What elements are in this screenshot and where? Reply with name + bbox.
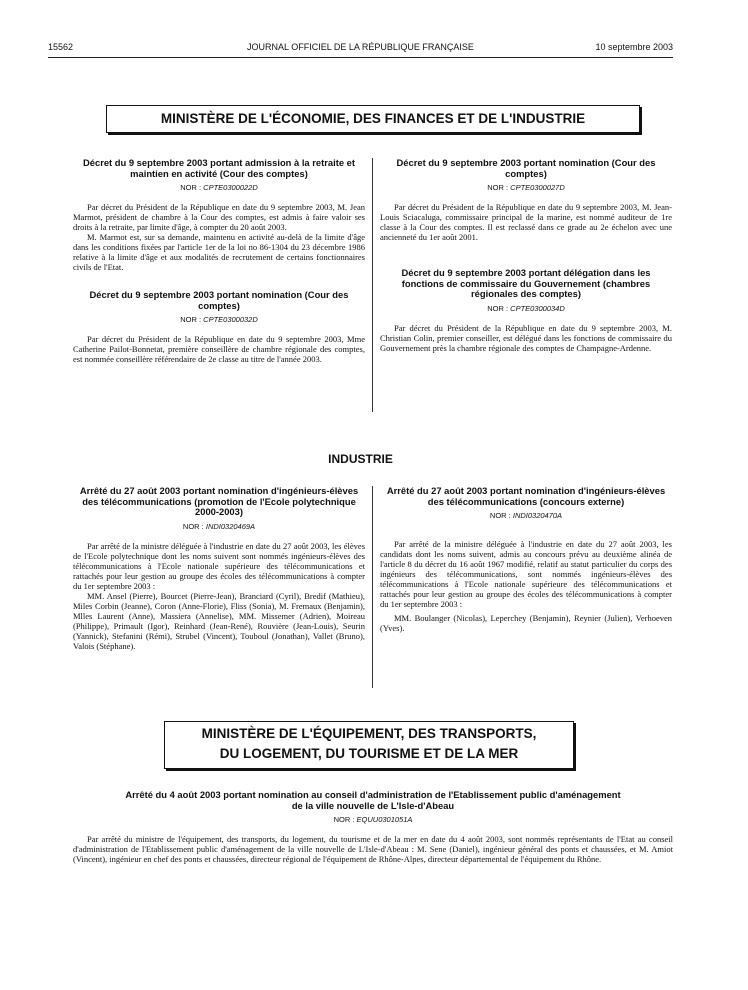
decree-title: Décret du 9 septembre 2003 portant admission à la retraite et maintien en activité (Cour des comptes)	[83, 157, 355, 179]
arrete-names: MM. Ansel (Pierre), Bourcet (Pierre-Jean), Branciard (Cyril), Bredif (Mathieu), Miles Corbin (Jeanne), Coron (Anne-Florie), Fliss (Sonia), M. Fremaux (Benjamin), Mlles Laurent (Anne), Massiera (Annelise), MM. Missemer (Adrien), Moireau (Philippe), Primault (Igor), Reinhard (Jean-René), Rouvière (Jean-Louis), Seurin (Yannick), Stefanini (Rémi), Strubel (Vincent), Touboul (Jonathan), Vallet (Bruno), Valois (Stéphane).	[73, 590, 365, 651]
nor-reference: NOR : CPTE0300034D	[487, 303, 565, 313]
column-separator	[372, 158, 373, 412]
decree-delegation-colin	[380, 268, 672, 353]
nor-reference: NOR : INDI0320470A	[489, 511, 563, 520]
arrete-names: MM. Boulanger (Nicolas), Leperchey (Benjamin), Reynier (Julien), Verhoeven (Yves).	[380, 613, 672, 633]
decree-paragraph: M. Marmot est, sur sa demande, maintenu en activité au-delà de la limite d'âge dans les conditions fixées par l'article 1er de la loi no 86-1304 du 23 décembre 1986 relative à la limite d'âge et aux modalités de recrutement de certains fonctionnaires civils de l'Etat.	[73, 232, 365, 272]
header-rule	[48, 57, 673, 58]
ministry-economie-box	[106, 105, 640, 133]
decree-title: Décret du 9 septembre 2003 portant nomination (Cour des comptes)	[89, 289, 349, 311]
page-header	[48, 42, 673, 56]
nor-reference: NOR : INDI0320469A	[182, 521, 256, 531]
arrete-paragraph: Par arrêté de la ministre déléguée à l'industrie en date du 27 août 2003, les élèves de l'Ecole polytechnique dont les noms suivent sont nommés ingénieurs-élèves des télécommunications à l'Ecole nationale supérieure des télécommunications et rattachés pour leur gestion au groupe des écoles des télécommunications à compter du 1er septembre 2003 :	[73, 540, 365, 591]
journal-title: JOURNAL OFFICIEL DE LA RÉPUBLIQUE FRANÇAISE	[247, 42, 474, 52]
arrete-title: Arrêté du 27 août 2003 portant nomination d'ingénieurs-élèves des télécommunications (promotion de l'Ecole polytechnique 2000-2003)	[79, 485, 359, 517]
nor-reference: NOR : EQUU0301051A	[333, 815, 413, 824]
nor-reference: NOR : CPTE0300032D	[180, 315, 258, 324]
right-column-industrie	[380, 486, 672, 633]
decree-title: Décret du 9 septembre 2003 portant délégation dans les fonctions de commissaire du Gouvernement (chambres régionales des comptes)	[401, 267, 651, 299]
arrete-paragraph: Par arrêté du ministre de l'équipement, des transports, du logement, du tourisme et de la mer en date du 4 août 2003, sont nommés représentants de l'Etat au conseil d'administration de l'Etablissement public d'aménagement de la ville nouvelle de L'Isle-d'Abeau : M. Sene (Daniel), ingénieur général des ponts et chaussées, et M. Amiot (Vincent), ingénieur en chef des ponts et chaussées, directeur régional de l'équipement de Rhône-Alpes, directeur départemental de l'équipement du Rhône.	[73, 834, 673, 864]
arrete-paragraph: Par arrêté de la ministre déléguée à l'industrie en date du 27 août 2003, les candidats dont les noms suivent, admis au concours prévu au deuxième alinéa de l'article 8 du décret du 16 août 1967 modifié, relatif au statut particulier du corps des ingénieurs des télécommunications, sont nommés ingénieurs-élèves des télécommunications à l'Ecole nationale supérieure des télécommunications et rattachés pour leur gestion au groupe des écoles des télécommunications à compter du 1er septembre 2003 :	[380, 539, 672, 609]
decree-paragraph: Par décret du Président de la République en date du 9 septembre 2003, Mme Catherine Pailot-Bonnetat, première conseillère de chambre régionale des comptes, est nommée conseillère référendaire de 2e classe au titre de l'année 2003.	[73, 334, 365, 364]
page-number: 15562	[48, 42, 74, 52]
decree-title: Décret du 9 septembre 2003 portant nomination (Cour des comptes)	[396, 157, 656, 179]
nor-reference: NOR : CPTE0300027D	[487, 183, 565, 192]
ministry-economie-title: MINISTÈRE DE L'ÉCONOMIE, DES FINANCES ET DE L'INDUSTRIE	[160, 111, 586, 126]
decree-nomination-sciacaluga	[380, 158, 672, 242]
arrete-title: Arrêté du 27 août 2003 portant nomination d'ingénieurs-élèves des télécommunications (concours externe)	[386, 485, 666, 507]
ministry-equipement-box	[164, 721, 574, 769]
decree-paragraph: Par décret du Président de la République en date du 9 septembre 2003, M. Christian Colin, premier conseiller, est délégué dans les fonctions de commissaire du Gouvernement près la chambre régionale des comptes de Champagne-Ardenne.	[380, 322, 672, 353]
nor-reference: NOR : CPTE0300022D	[180, 183, 258, 192]
left-column-industrie	[73, 486, 365, 651]
arrete-title: Arrêté du 4 août 2003 portant nomination au conseil d'administration de l'Etablissement public d'aménagement de la ville nouvelle de L'Isle-d'Abeau	[125, 789, 621, 811]
decree-nomination-pailot	[73, 290, 365, 364]
decree-retraite	[73, 158, 365, 272]
decree-paragraph: Par décret du Président de la République en date du 9 septembre 2003, M. Jean-Louis Sciacaluga, commissaire principal de la marine, est nommé auditeur de 1re classe à la Cour des comptes. Il est reclassé dans ce grade au 2e échelon avec une ancienneté du 1er août 2001.	[380, 202, 672, 242]
column-separator	[372, 486, 373, 688]
ministry-equipement-line1: MINISTÈRE DE L'ÉQUIPEMENT, DES TRANSPORTS,	[201, 726, 537, 741]
right-column-economie	[380, 158, 672, 367]
decree-paragraph: Par décret du Président de la République en date du 9 septembre 2003, M. Jean Marmot, président de chambre à la Cour des comptes, est admis à faire valoir ses droits à la retraite, par limite d'âge, à compter du 20 août 2003.	[73, 202, 365, 232]
publication-date: 10 septembre 2003	[595, 42, 673, 52]
arrete-isle-abeau	[73, 790, 673, 864]
ministry-equipement-line2: DU LOGEMENT, DU TOURISME ET DE LA MER	[219, 746, 519, 761]
left-column-economie	[73, 158, 365, 378]
section-title-industrie: INDUSTRIE	[328, 452, 393, 466]
